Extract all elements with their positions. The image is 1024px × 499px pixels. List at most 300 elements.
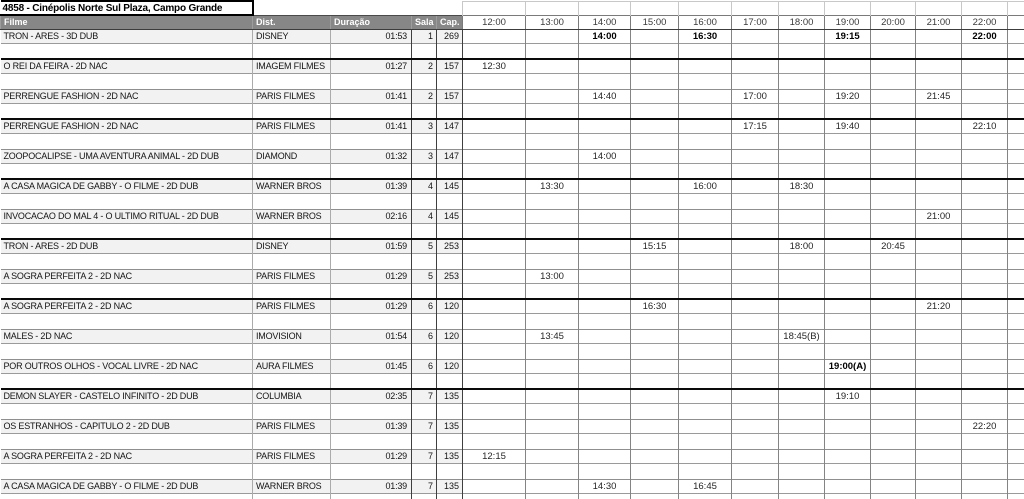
- spacer-cell[interactable]: [679, 103, 732, 119]
- empty-showtime-cell[interactable]: [871, 449, 916, 463]
- empty-showtime-cell[interactable]: [679, 389, 732, 403]
- movie-title-cell[interactable]: A SOGRA PERFEITA 2 - 2D NAC: [1, 269, 253, 283]
- spacer-cell[interactable]: [631, 43, 679, 59]
- spacer-cell[interactable]: [331, 313, 412, 329]
- spacer-cell[interactable]: [437, 73, 463, 89]
- distributor-cell[interactable]: AURA FILMES: [253, 359, 331, 373]
- col-header-duracao[interactable]: Duração: [331, 15, 412, 29]
- capacity-cell[interactable]: 157: [437, 59, 463, 73]
- spacer-cell[interactable]: [779, 283, 825, 299]
- capacity-cell[interactable]: 157: [437, 89, 463, 103]
- movie-title-cell[interactable]: PERRENGUE FASHION - 2D NAC: [1, 89, 253, 103]
- spacer-cell[interactable]: [679, 73, 732, 89]
- spacer-cell[interactable]: [679, 223, 732, 239]
- distributor-cell[interactable]: PARIS FILMES: [253, 299, 331, 313]
- spacer-cell[interactable]: [331, 43, 412, 59]
- showtime-cell[interactable]: 13:30: [526, 179, 579, 193]
- spacer-cell[interactable]: [1008, 133, 1024, 149]
- spacer-cell[interactable]: [871, 223, 916, 239]
- spacer-cell[interactable]: [962, 373, 1008, 389]
- empty-showtime-cell[interactable]: [526, 419, 579, 433]
- empty-showtime-cell[interactable]: [871, 389, 916, 403]
- spacer-cell[interactable]: [916, 43, 962, 59]
- empty-showtime-cell[interactable]: [679, 89, 732, 103]
- spacer-cell[interactable]: [871, 283, 916, 299]
- empty-showtime-cell[interactable]: [779, 449, 825, 463]
- spacer-cell[interactable]: [1008, 283, 1024, 299]
- time-column-header[interactable]: 15:00: [631, 15, 679, 29]
- spacer-cell[interactable]: [732, 403, 779, 419]
- spacer-cell[interactable]: [631, 253, 679, 269]
- spacer-cell[interactable]: [526, 283, 579, 299]
- showtime-cell[interactable]: 20:45: [871, 239, 916, 253]
- empty-showtime-cell[interactable]: [631, 149, 679, 163]
- spacer-cell[interactable]: [732, 433, 779, 449]
- spacer-cell[interactable]: [412, 163, 437, 179]
- spacer-cell[interactable]: [779, 463, 825, 479]
- showtime-cell[interactable]: 16:30: [631, 299, 679, 313]
- showtime-cell[interactable]: 12:15: [463, 449, 526, 463]
- spacer-cell[interactable]: [253, 343, 331, 359]
- spacer-cell[interactable]: [1008, 73, 1024, 89]
- empty-showtime-cell[interactable]: [631, 89, 679, 103]
- spacer-cell[interactable]: [871, 253, 916, 269]
- empty-showtime-cell[interactable]: [463, 269, 526, 283]
- spacer-cell[interactable]: [679, 433, 732, 449]
- spacer-cell[interactable]: [331, 133, 412, 149]
- empty-showtime-cell[interactable]: [871, 179, 916, 193]
- empty-showtime-cell[interactable]: [679, 419, 732, 433]
- spacer-cell[interactable]: [962, 493, 1008, 499]
- spacer-cell[interactable]: [679, 313, 732, 329]
- empty-showtime-cell[interactable]: [871, 299, 916, 313]
- showtime-cell[interactable]: 19:20: [825, 89, 871, 103]
- time-column-header[interactable]: 13:00: [526, 15, 579, 29]
- room-cell[interactable]: 4: [412, 179, 437, 193]
- spacer-cell[interactable]: [962, 193, 1008, 209]
- empty-showtime-cell[interactable]: [916, 59, 962, 73]
- empty-showtime-cell[interactable]: [916, 389, 962, 403]
- spacer-cell[interactable]: [331, 223, 412, 239]
- room-cell[interactable]: 7: [412, 479, 437, 493]
- showtime-cell[interactable]: 15:15: [631, 239, 679, 253]
- distributor-cell[interactable]: PARIS FILMES: [253, 89, 331, 103]
- spacer-cell[interactable]: [463, 103, 526, 119]
- showtime-cell[interactable]: 17:00: [732, 89, 779, 103]
- capacity-cell[interactable]: 135: [437, 389, 463, 403]
- spacer-cell[interactable]: [526, 193, 579, 209]
- spacer-cell[interactable]: [412, 313, 437, 329]
- spacer-cell[interactable]: [579, 343, 631, 359]
- spacer-cell[interactable]: [1, 163, 253, 179]
- empty-showtime-cell[interactable]: [463, 299, 526, 313]
- capacity-cell[interactable]: 135: [437, 479, 463, 493]
- spacer-cell[interactable]: [825, 463, 871, 479]
- duration-cell[interactable]: 01:59: [331, 239, 412, 253]
- showtime-cell[interactable]: 21:00: [916, 209, 962, 223]
- empty-showtime-cell[interactable]: [526, 209, 579, 223]
- empty-showtime-cell[interactable]: [526, 389, 579, 403]
- duration-cell[interactable]: 01:45: [331, 359, 412, 373]
- movie-title-cell[interactable]: A SOGRA PERFEITA 2 - 2D NAC: [1, 449, 253, 463]
- spacer-cell[interactable]: [331, 163, 412, 179]
- capacity-cell[interactable]: 135: [437, 419, 463, 433]
- spacer-cell[interactable]: [825, 493, 871, 499]
- empty-showtime-cell[interactable]: [779, 89, 825, 103]
- spacer-cell[interactable]: [463, 313, 526, 329]
- empty-showtime-cell[interactable]: [916, 149, 962, 163]
- spacer-cell[interactable]: [825, 313, 871, 329]
- distributor-cell[interactable]: DISNEY: [253, 239, 331, 253]
- capacity-cell[interactable]: 253: [437, 239, 463, 253]
- empty-showtime-cell[interactable]: [631, 29, 679, 43]
- empty-showtime-cell[interactable]: [825, 329, 871, 343]
- spacer-cell[interactable]: [962, 313, 1008, 329]
- empty-showtime-cell[interactable]: [962, 209, 1008, 223]
- capacity-cell[interactable]: 147: [437, 149, 463, 163]
- spacer-cell[interactable]: [579, 253, 631, 269]
- spacer-cell[interactable]: [916, 343, 962, 359]
- empty-showtime-cell[interactable]: [916, 479, 962, 493]
- distributor-cell[interactable]: WARNER BROS: [253, 209, 331, 223]
- spacer-cell[interactable]: [437, 133, 463, 149]
- spacer-cell[interactable]: [1008, 463, 1024, 479]
- spacer-cell[interactable]: [412, 193, 437, 209]
- spacer-cell[interactable]: [679, 253, 732, 269]
- time-column-header[interactable]: 18:00: [779, 15, 825, 29]
- spacer-cell[interactable]: [871, 343, 916, 359]
- spacer-cell[interactable]: [463, 463, 526, 479]
- empty-showtime-cell[interactable]: [526, 299, 579, 313]
- spacer-cell[interactable]: [437, 43, 463, 59]
- spacer-cell[interactable]: [679, 43, 732, 59]
- time-column-header[interactable]: 21:00: [916, 15, 962, 29]
- spacer-cell[interactable]: [825, 253, 871, 269]
- empty-showtime-cell[interactable]: [463, 479, 526, 493]
- spacer-cell[interactable]: [437, 463, 463, 479]
- spacer-cell[interactable]: [679, 403, 732, 419]
- col-header-dist[interactable]: Dist.: [253, 15, 331, 29]
- capacity-cell[interactable]: 145: [437, 179, 463, 193]
- spacer-cell[interactable]: [331, 343, 412, 359]
- spacer-cell[interactable]: [1, 43, 253, 59]
- spacer-cell[interactable]: [253, 283, 331, 299]
- spacer-cell[interactable]: [1, 433, 253, 449]
- empty-showtime-cell[interactable]: [631, 179, 679, 193]
- spacer-cell[interactable]: [412, 463, 437, 479]
- spacer-cell[interactable]: [631, 133, 679, 149]
- spacer-cell[interactable]: [1008, 163, 1024, 179]
- room-cell[interactable]: 7: [412, 419, 437, 433]
- spacer-cell[interactable]: [871, 103, 916, 119]
- spacer-cell[interactable]: [1008, 223, 1024, 239]
- spacer-cell[interactable]: [962, 343, 1008, 359]
- empty-showtime-cell[interactable]: [825, 449, 871, 463]
- spacer-cell[interactable]: [1, 373, 253, 389]
- showtime-cell[interactable]: 19:00(A): [825, 359, 871, 373]
- spacer-cell[interactable]: [463, 373, 526, 389]
- duration-cell[interactable]: 01:29: [331, 269, 412, 283]
- spacer-cell[interactable]: [631, 73, 679, 89]
- empty-showtime-cell[interactable]: [871, 209, 916, 223]
- empty-showtime-cell[interactable]: [526, 479, 579, 493]
- empty-showtime-cell[interactable]: [579, 329, 631, 343]
- spacer-cell[interactable]: [631, 193, 679, 209]
- showtime-cell[interactable]: 14:00: [579, 29, 631, 43]
- spacer-cell[interactable]: [679, 193, 732, 209]
- empty-showtime-cell[interactable]: [732, 299, 779, 313]
- col-header-filme[interactable]: Filme: [1, 15, 253, 29]
- spacer-cell[interactable]: [962, 463, 1008, 479]
- spacer-cell[interactable]: [437, 343, 463, 359]
- empty-showtime-cell[interactable]: [871, 359, 916, 373]
- empty-showtime-cell[interactable]: [871, 119, 916, 133]
- movie-title-cell[interactable]: OS ESTRANHOS - CAPITULO 2 - 2D DUB: [1, 419, 253, 433]
- spacer-cell[interactable]: [1, 403, 253, 419]
- spacer-cell[interactable]: [579, 103, 631, 119]
- showtime-cell[interactable]: 21:45: [916, 89, 962, 103]
- spacer-cell[interactable]: [579, 133, 631, 149]
- empty-showtime-cell[interactable]: [526, 59, 579, 73]
- empty-showtime-cell[interactable]: [732, 479, 779, 493]
- showtime-cell[interactable]: 14:30: [579, 479, 631, 493]
- spacer-cell[interactable]: [871, 373, 916, 389]
- spacer-cell[interactable]: [732, 313, 779, 329]
- spacer-cell[interactable]: [253, 463, 331, 479]
- spacer-cell[interactable]: [412, 433, 437, 449]
- spacer-cell[interactable]: [331, 403, 412, 419]
- empty-showtime-cell[interactable]: [962, 149, 1008, 163]
- empty-showtime-cell[interactable]: [779, 29, 825, 43]
- spacer-cell[interactable]: [871, 433, 916, 449]
- empty-showtime-cell[interactable]: [579, 389, 631, 403]
- spacer-cell[interactable]: [962, 73, 1008, 89]
- spacer-cell[interactable]: [331, 463, 412, 479]
- capacity-cell[interactable]: 120: [437, 299, 463, 313]
- spacer-cell[interactable]: [1008, 253, 1024, 269]
- empty-showtime-cell[interactable]: [679, 359, 732, 373]
- spacer-cell[interactable]: [679, 133, 732, 149]
- spacer-cell[interactable]: [412, 403, 437, 419]
- empty-showtime-cell[interactable]: [871, 419, 916, 433]
- col-header-cap[interactable]: Cap.: [437, 15, 463, 29]
- spacer-cell[interactable]: [1008, 493, 1024, 499]
- spacer-cell[interactable]: [253, 373, 331, 389]
- empty-showtime-cell[interactable]: [463, 209, 526, 223]
- spacer-cell[interactable]: [437, 103, 463, 119]
- spacer-cell[interactable]: [916, 373, 962, 389]
- empty-showtime-cell[interactable]: [732, 359, 779, 373]
- spacer-cell[interactable]: [331, 283, 412, 299]
- spacer-cell[interactable]: [437, 403, 463, 419]
- room-cell[interactable]: 7: [412, 449, 437, 463]
- spacer-cell[interactable]: [631, 163, 679, 179]
- distributor-cell[interactable]: IMAGEM FILMES: [253, 59, 331, 73]
- empty-showtime-cell[interactable]: [825, 209, 871, 223]
- duration-cell[interactable]: 01:53: [331, 29, 412, 43]
- empty-showtime-cell[interactable]: [631, 359, 679, 373]
- spacer-cell[interactable]: [463, 223, 526, 239]
- empty-showtime-cell[interactable]: [732, 29, 779, 43]
- spacer-cell[interactable]: [253, 253, 331, 269]
- spacer-cell[interactable]: [825, 343, 871, 359]
- empty-showtime-cell[interactable]: [825, 59, 871, 73]
- empty-showtime-cell[interactable]: [871, 59, 916, 73]
- spacer-cell[interactable]: [463, 133, 526, 149]
- spacer-cell[interactable]: [526, 463, 579, 479]
- time-column-header[interactable]: 16:00: [679, 15, 732, 29]
- spacer-cell[interactable]: [526, 493, 579, 499]
- spacer-cell[interactable]: [962, 253, 1008, 269]
- empty-showtime-cell[interactable]: [463, 89, 526, 103]
- showtime-cell[interactable]: 13:00: [526, 269, 579, 283]
- spacer-cell[interactable]: [916, 403, 962, 419]
- empty-showtime-cell[interactable]: [732, 59, 779, 73]
- time-column-header[interactable]: 19:00: [825, 15, 871, 29]
- empty-showtime-cell[interactable]: [732, 239, 779, 253]
- sheet-title[interactable]: 4858 - Cinépolis Norte Sul Plaza, Campo Grande: [1, 1, 253, 15]
- room-cell[interactable]: 3: [412, 149, 437, 163]
- showtime-cell[interactable]: 22:00: [962, 29, 1008, 43]
- spacer-cell[interactable]: [631, 463, 679, 479]
- spacer-cell[interactable]: [463, 493, 526, 499]
- empty-showtime-cell[interactable]: [825, 269, 871, 283]
- spacer-cell[interactable]: [1008, 313, 1024, 329]
- spacer-cell[interactable]: [1, 463, 253, 479]
- empty-showtime-cell[interactable]: [962, 479, 1008, 493]
- spacer-cell[interactable]: [962, 223, 1008, 239]
- spacer-cell[interactable]: [779, 133, 825, 149]
- empty-showtime-cell[interactable]: [962, 239, 1008, 253]
- empty-showtime-cell[interactable]: [779, 59, 825, 73]
- time-column-header[interactable]: 17:00: [732, 15, 779, 29]
- empty-showtime-cell[interactable]: [463, 389, 526, 403]
- distributor-cell[interactable]: IMOVISION: [253, 329, 331, 343]
- empty-showtime-cell[interactable]: [871, 269, 916, 283]
- spacer-cell[interactable]: [631, 493, 679, 499]
- spacer-cell[interactable]: [526, 343, 579, 359]
- showtime-cell[interactable]: 18:30: [779, 179, 825, 193]
- distributor-cell[interactable]: COLUMBIA: [253, 389, 331, 403]
- spacer-cell[interactable]: [962, 163, 1008, 179]
- spacer-cell[interactable]: [916, 73, 962, 89]
- spacer-cell[interactable]: [526, 43, 579, 59]
- spacer-cell[interactable]: [916, 163, 962, 179]
- empty-showtime-cell[interactable]: [916, 239, 962, 253]
- empty-showtime-cell[interactable]: [732, 389, 779, 403]
- duration-cell[interactable]: 01:29: [331, 299, 412, 313]
- spacer-cell[interactable]: [331, 103, 412, 119]
- time-column-header[interactable]: 20:00: [871, 15, 916, 29]
- room-cell[interactable]: 5: [412, 239, 437, 253]
- spacer-cell[interactable]: [871, 403, 916, 419]
- spacer-cell[interactable]: [631, 403, 679, 419]
- spacer-cell[interactable]: [253, 193, 331, 209]
- spacer-cell[interactable]: [1008, 403, 1024, 419]
- spacer-cell[interactable]: [526, 103, 579, 119]
- spacer-cell[interactable]: [779, 373, 825, 389]
- spacer-cell[interactable]: [779, 103, 825, 119]
- spacer-cell[interactable]: [253, 403, 331, 419]
- duration-cell[interactable]: 02:35: [331, 389, 412, 403]
- capacity-cell[interactable]: 120: [437, 329, 463, 343]
- spacer-cell[interactable]: [526, 73, 579, 89]
- spacer-cell[interactable]: [962, 403, 1008, 419]
- spacer-cell[interactable]: [437, 493, 463, 499]
- capacity-cell[interactable]: 120: [437, 359, 463, 373]
- spacer-cell[interactable]: [1, 283, 253, 299]
- empty-showtime-cell[interactable]: [871, 89, 916, 103]
- spacer-cell[interactable]: [779, 493, 825, 499]
- distributor-cell[interactable]: DISNEY: [253, 29, 331, 43]
- empty-showtime-cell[interactable]: [916, 419, 962, 433]
- showtime-cell[interactable]: 16:45: [679, 479, 732, 493]
- empty-showtime-cell[interactable]: [463, 149, 526, 163]
- spacer-cell[interactable]: [579, 163, 631, 179]
- spacer-cell[interactable]: [825, 223, 871, 239]
- spacer-cell[interactable]: [779, 433, 825, 449]
- spacer-cell[interactable]: [412, 223, 437, 239]
- empty-showtime-cell[interactable]: [579, 59, 631, 73]
- spacer-cell[interactable]: [1, 103, 253, 119]
- spacer-cell[interactable]: [437, 433, 463, 449]
- spacer-cell[interactable]: [1, 313, 253, 329]
- empty-showtime-cell[interactable]: [732, 179, 779, 193]
- empty-showtime-cell[interactable]: [579, 299, 631, 313]
- spacer-cell[interactable]: [1, 253, 253, 269]
- spacer-cell[interactable]: [732, 283, 779, 299]
- spacer-cell[interactable]: [779, 223, 825, 239]
- spacer-cell[interactable]: [825, 133, 871, 149]
- spacer-cell[interactable]: [463, 343, 526, 359]
- spacer-cell[interactable]: [779, 343, 825, 359]
- spacer-cell[interactable]: [871, 493, 916, 499]
- capacity-cell[interactable]: 135: [437, 449, 463, 463]
- distributor-cell[interactable]: PARIS FILMES: [253, 269, 331, 283]
- showtime-cell[interactable]: 18:45(B): [779, 329, 825, 343]
- spacer-cell[interactable]: [526, 163, 579, 179]
- distributor-cell[interactable]: PARIS FILMES: [253, 119, 331, 133]
- showtime-cell[interactable]: 19:10: [825, 389, 871, 403]
- empty-showtime-cell[interactable]: [825, 419, 871, 433]
- empty-showtime-cell[interactable]: [962, 299, 1008, 313]
- spacer-cell[interactable]: [463, 433, 526, 449]
- spacer-cell[interactable]: [463, 73, 526, 89]
- empty-showtime-cell[interactable]: [631, 389, 679, 403]
- distributor-cell[interactable]: PARIS FILMES: [253, 449, 331, 463]
- empty-showtime-cell[interactable]: [463, 419, 526, 433]
- spacer-cell[interactable]: [579, 463, 631, 479]
- spacer-cell[interactable]: [253, 313, 331, 329]
- duration-cell[interactable]: 01:41: [331, 89, 412, 103]
- empty-showtime-cell[interactable]: [463, 29, 526, 43]
- duration-cell[interactable]: 01:39: [331, 479, 412, 493]
- spacer-cell[interactable]: [732, 193, 779, 209]
- time-column-header[interactable]: 12:00: [463, 15, 526, 29]
- col-header-sala[interactable]: Sala: [412, 15, 437, 29]
- empty-showtime-cell[interactable]: [916, 449, 962, 463]
- spacer-cell[interactable]: [1, 133, 253, 149]
- spacer-cell[interactable]: [732, 253, 779, 269]
- empty-showtime-cell[interactable]: [779, 299, 825, 313]
- spacer-cell[interactable]: [679, 163, 732, 179]
- spacer-cell[interactable]: [526, 253, 579, 269]
- empty-showtime-cell[interactable]: [779, 389, 825, 403]
- spacer-cell[interactable]: [463, 403, 526, 419]
- spacer-cell[interactable]: [916, 493, 962, 499]
- spacer-cell[interactable]: [437, 223, 463, 239]
- empty-showtime-cell[interactable]: [631, 479, 679, 493]
